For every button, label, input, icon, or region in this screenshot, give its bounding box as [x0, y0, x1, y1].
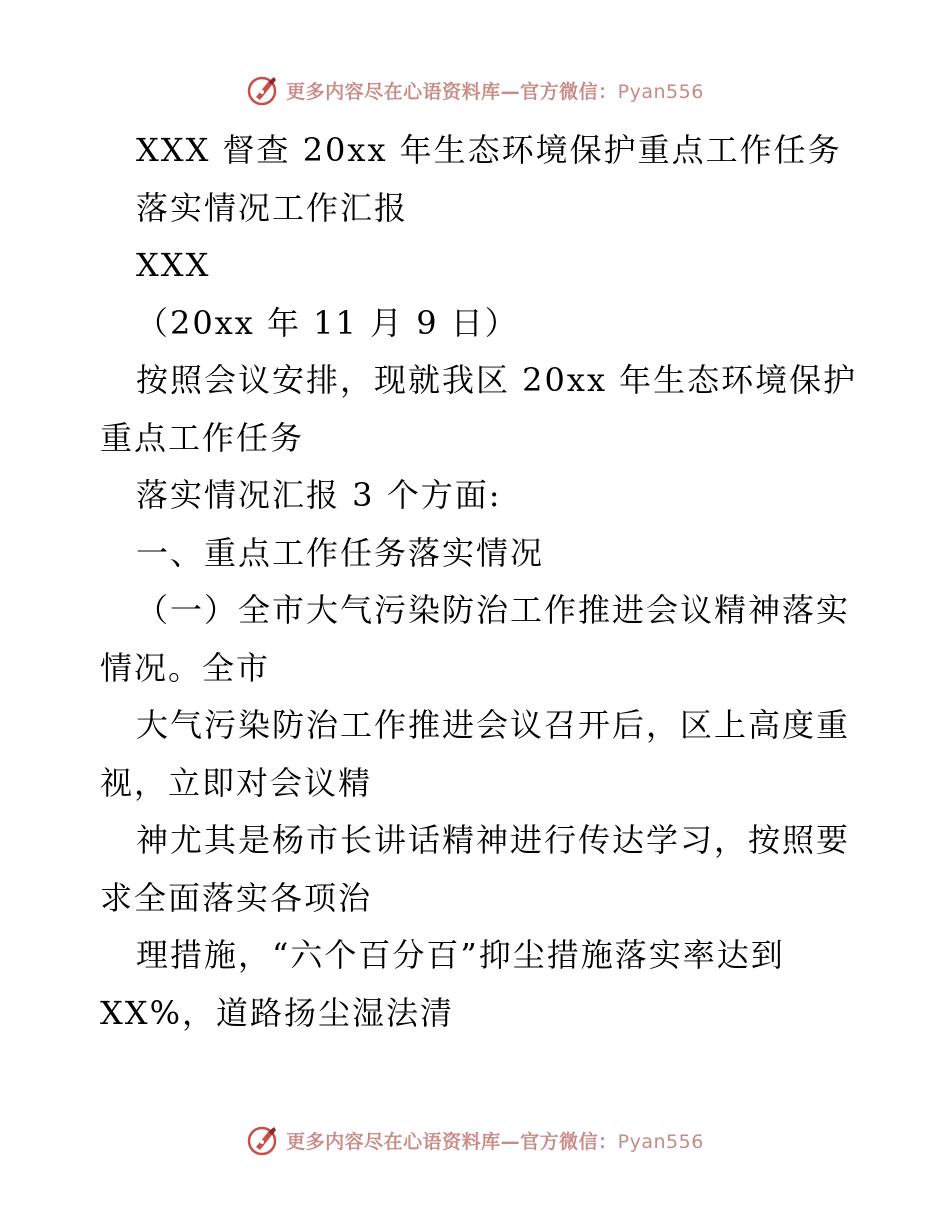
document-line: XXX [136, 246, 211, 284]
document-line: 求全面落实各项治 [100, 878, 373, 917]
pen-nib-circle-icon [246, 73, 280, 107]
document-line: 按照会议安排，现就我区 20xx 年生态环境保护 [136, 361, 858, 399]
document-line: 落实情况汇报 3 个方面: [136, 476, 502, 514]
document-body [100, 122, 860, 1042]
watermark-text: 更多内容尽在心语资料库—官方微信：Pyan556 [286, 1130, 704, 1153]
document-line: XX%，道路扬尘湿法清 [100, 993, 454, 1032]
document-line: 情况。全市 [100, 648, 271, 687]
header-watermark [0, 70, 950, 110]
document-line: 一、重点工作任务落实情况 [136, 533, 545, 572]
document-line: 神尤其是杨市长讲话精神进行传达学习，按照要 [136, 821, 851, 859]
document-line: XXX 督查 20xx 年生态环境保护重点工作任务 [136, 131, 842, 169]
pen-nib-circle-icon [246, 1123, 280, 1157]
document-line: （一）全市大气污染防治工作推进会议精神落实 [136, 591, 851, 629]
document-line: 理措施，“六个百分百”抑尘措施落实率达到 [136, 936, 785, 974]
document-line: （20xx 年 11 月 9 日） [136, 303, 519, 342]
document-line: 视，立即对会议精 [100, 763, 373, 802]
document-line: 落实情况工作汇报 [136, 188, 409, 227]
watermark-text: 更多内容尽在心语资料库—官方微信：Pyan556 [286, 80, 704, 103]
document-line: 重点工作任务 [100, 418, 305, 457]
footer-watermark [0, 1120, 950, 1160]
document-line: 大气污染防治工作推进会议召开后，区上高度重 [136, 706, 851, 744]
